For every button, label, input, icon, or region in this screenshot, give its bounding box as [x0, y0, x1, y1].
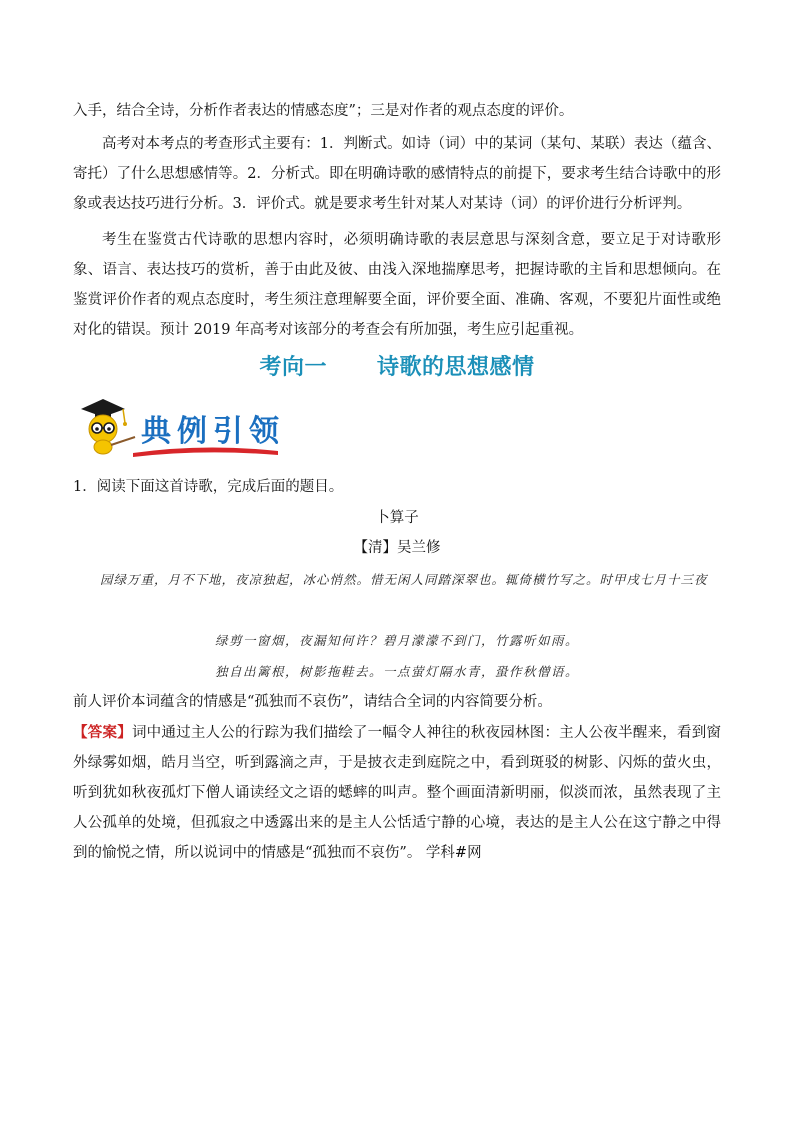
banner-title: 典例引领	[141, 414, 285, 449]
section-label: 考向一	[259, 355, 327, 380]
section-title: 诗歌的思想感情	[377, 355, 535, 380]
intro-paragraph-3: 考生在鉴赏古代诗歌的思想内容时，必须明确诗歌的表层意思与深刻含意，要立足于对诗歌形象、语言、表达技巧的赏析，善于由此及彼、由浅入深地揣摩思考，把握诗歌的主旨和思想倾向。在鉴赏评价作者的观点态度时，考生须注意理解要全面，评价要全面、准确、客观，不要犯片面性或绝对化的错误。预计 2019 年高考对该部分的考查会有所加强，考生应引起重视。	[73, 232, 721, 338]
poem-preface: 园绿万重，月不下地，夜凉独起，冰心悄然。惜无闲人同踏深翠也。辄倚横竹写之。时甲戌七月十三夜	[100, 572, 708, 587]
poem-title: 卜算子	[375, 510, 419, 526]
question-instruction: 1．阅读下面这首诗歌，完成后面的题目。	[73, 479, 344, 495]
graduate-mascot-icon	[73, 395, 288, 459]
intro-paragraph-1: 入手，结合全诗，分析作者表达的情感态度”；三是对作者的观点态度的评价。	[73, 103, 574, 119]
answer-tag: 【答案】	[73, 724, 132, 741]
section-heading	[0, 350, 794, 381]
answer-text: 词中通过主人公的行踪为我们描绘了一幅令人神往的秋夜园林图：主人公夜半醒来，看到窗外绿雾如烟，皓月当空，听到露滴之声，于是披衣走到庭院之中，看到斑驳的树影、闪烁的萤火虫，听到犹如秋夜孤灯下僧人诵读经文之语的蟋蟀的叫声。整个画面清新明丽，似淡而浓，虽然表现了主人公孤单的处境，但孤寂之中透露出来的是主人公恬适宁静的心境，表达的是主人公在这宁静之中得到的愉悦之情，所以说词中的情感是“孤独而不哀伤”。 学科#网	[73, 725, 722, 861]
answer-paragraph	[73, 718, 721, 868]
intro-paragraph-2: 高考对本考点的考查形式主要有：1．判断式。如诗（词）中的某词（某句、某联）表达（蕴含、寄托）了什么思想感情等。2．分析式。即在明确诗歌的感情特点的前提下，要求考生结合诗歌中的形象或表达技巧进行分析。3．评价式。就是要求考生针对某人对某诗（词）的评价进行分析评判。	[73, 136, 721, 212]
poem-author: 【清】吴兰修	[353, 540, 441, 556]
poem-verse-2: 独自出篱根，树影拖鞋去。一点萤灯隔水青，蛩作秋僧语。	[214, 664, 579, 679]
question-prompt: 前人评价本词蕴含的情感是“孤独而不哀伤”，请结合全词的内容简要分析。	[73, 694, 552, 710]
poem-verse-1: 绿剪一窗烟，夜漏知何许？碧月濛濛不到门，竹露听如雨。	[214, 633, 579, 648]
example-banner	[73, 395, 288, 459]
